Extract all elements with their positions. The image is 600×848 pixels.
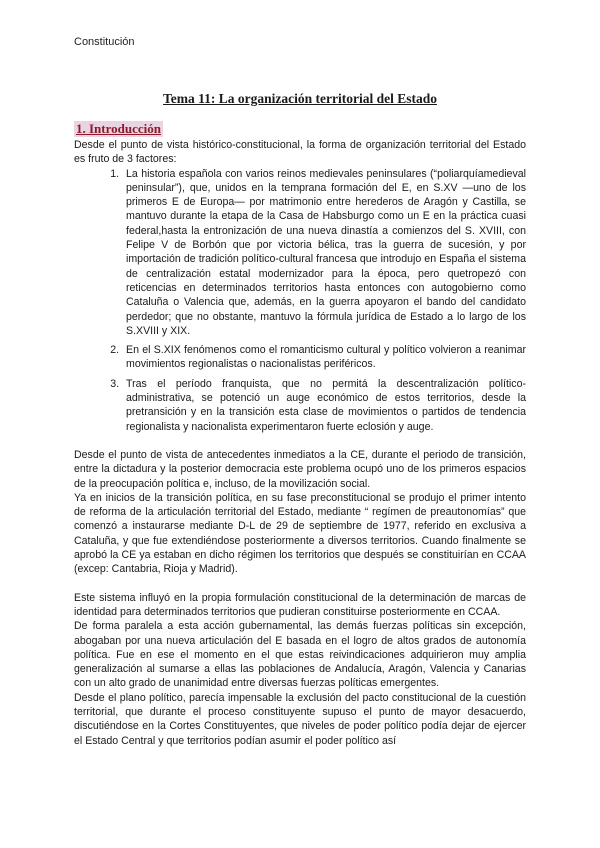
document-body: [74, 138, 526, 748]
document-title: Tema 11: La organización territorial del Estado: [163, 91, 437, 106]
factor-item: 1. La historia española con varios reinos medievales peninsulares (“poliarquíamedieval peninsular”), que, unidos en la temprana formación del E, en S.XV —uno de los primeros E de Europa— por matrimonio entre herederos de Aragón y Castilla, se mantuvo durante la etapa de la Casa de Habsburgo como un E en la práctica cuasi federal,hasta la entronización de una nueva dinastía a comienzos del S. XVIII, con Felipe V de Borbón que por victoria bélica, tras la guerra de sucesión, y por importación de tradición político-cultural francesa que introdujo en España el sistema de centralización estatal modernizador para la época, pero quetropezó con reticencias en determinados territorios hasta entonces con autogobierno como Cataluña o Valencia que, además, en la guerra apoyaron el bando del candidato perdedor; que no obstante, mantuvo la fórmula jurídica de Estado a lo largo de los S.XVIII y XIX.: [122, 167, 526, 339]
body-paragraph: Ya en inicios de la transición política, en su fase preconstitucional se produjo el primer intento de reforma de la articulación territorial del Estado, mediante “ regímen de preautonomías” que comenzó a instaurarse mediante D-L de 29 de septiembre de 1977, referido en exclusiva a Cataluña, y que fue extendiéndose posteriormente a diversos territorios. Cuando finalmente se aprobó la CE ya estaban en dicho régimen los territorios que después se constituirían en CCAA (excep: Cantabria, Rioja y Madrid).: [74, 491, 526, 576]
body-paragraph: Este sistema influyó en la propia formulación constitucional de la determinación de marcas de identidad para determinados territorios que pudieran constituirse posteriormente en CCAA.: [74, 591, 526, 618]
body-paragraph: De forma paralela a esta acción gubernamental, las demás fuerzas políticas sin excepción, abogaban por una nueva articulación del E basada en el logro de altos grados de autonomía política. Fue en ese el momento en el que estas reivindicaciones adquirieron muy amplia generalización al sumarse a ellas las poblaciones de Andalucía, Aragón, Valencia y Canarias con un alto grado de unanimidad entre diversas fuerzas políticas emergentes.: [74, 620, 526, 690]
body-paragraph: Desde el plano político, parecía impensable la exclusión del pacto constitucional de la cuestión territorial, que durante el proceso constituyente supuso el punto de mayor desacuerdo, discutiéndose en la Cortes Constituyentes, que niveles de poder político podía dejar de ejercer el Estado Central y que territorios podían asumir el poder político así: [74, 691, 526, 747]
intro-paragraph: Desde el punto de vista histórico-constitucional, la forma de organización territorial del Estado es fruto de 3 factores:: [74, 139, 526, 166]
factors-list: [74, 167, 526, 434]
section-heading: 1. Introducción: [76, 121, 161, 136]
running-header: Constitución: [74, 36, 135, 48]
body-paragraph: Desde el punto de vista de antecedentes inmediatos a la CE, durante el periodo de transición, entre la dictadura y la posterior democracia este problema ocupó uno de los primeros espacios de la preocupación política e, incluso, de la movilización social.: [74, 448, 526, 490]
factor-item: 3. Tras el período franquista, que no permitá la descentralización político-administrativa, se potenció un auge económico de estos territorios, desde la pretransición y en la transición esta clase de movimientos o partidos de tendencia regionalista y nacionalista experimentaron fuerte eclosión y auge.: [122, 377, 526, 434]
factor-item: 2. En el S.XIX fenómenos como el romanticismo cultural y político volvieron a reanimar movimientos regionalistas o nacionalistas periféricos.: [122, 343, 526, 372]
